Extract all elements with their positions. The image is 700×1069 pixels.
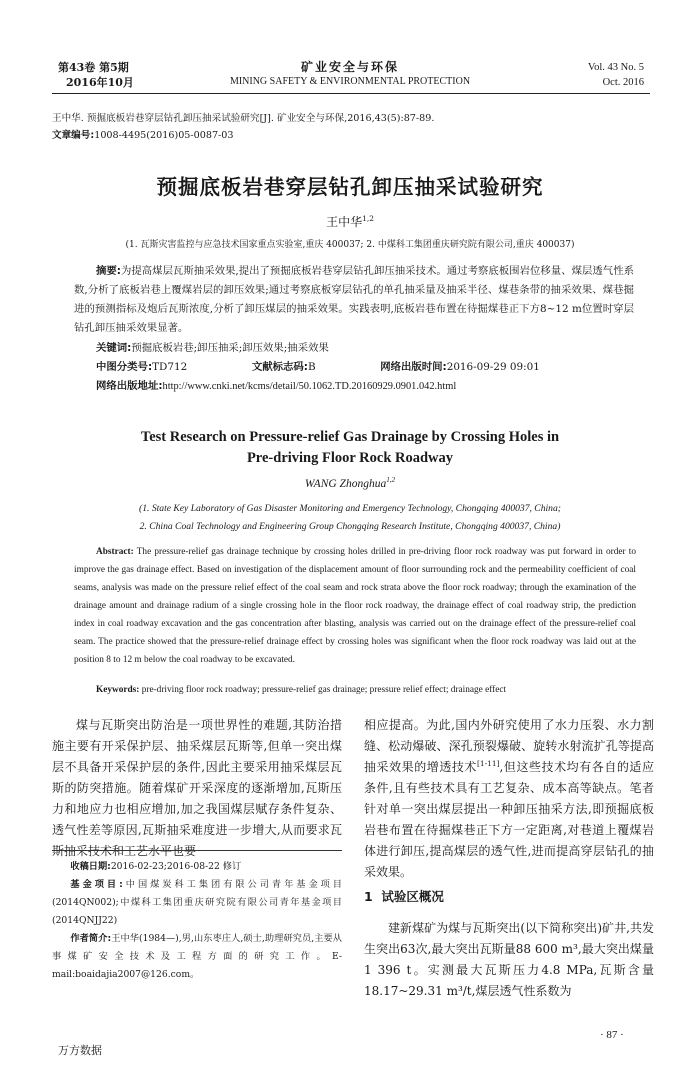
citation-ref: 王中华. 预掘底板岩巷穿层钻孔卸压抽采试验研究[J]. 矿业安全与环保,2016,43(5):87-89. xyxy=(52,113,435,124)
paper-title-en: Test Research on Pressure-relief Gas Drainage by Crossing Holes in Pre-driving Floor Rock Roadway xyxy=(140,429,560,466)
author-en: WANG Zhonghua$^{1,2}$ xyxy=(304,476,396,490)
footnote-author: 作者简介:王中华(1984—),男,山东枣庄人,硕士,助理研究员,主要从事煤矿安全技术及工程方面的研究工作。E-mail:boaidajia2007@126.com。 xyxy=(52,933,342,980)
page-number: · 87 · xyxy=(600,1029,624,1041)
header-volume: 第43卷 第5期 xyxy=(58,61,129,74)
header-vol-en: Vol. 43 No. 5 xyxy=(587,62,644,73)
abstract-cn-label: 摘要: xyxy=(96,265,121,277)
header-issue-block xyxy=(588,60,644,90)
watermark-text: 万方数据 xyxy=(58,1044,102,1057)
abstract-en xyxy=(74,543,636,669)
footnote-rule xyxy=(52,850,342,851)
footnote-fund: 基金项目:中国煤炭科工集团有限公司青年基金项目(2014QN002);中煤科工集团重庆研究院有限公司青年基金项目(2014QNJJ22) xyxy=(52,879,342,926)
footnote-block xyxy=(52,858,342,984)
keywords-en: Keywords: pre-driving floor rock roadway; pressure-relief gas drainage; pressure relief effect; drainage effect xyxy=(96,685,507,695)
header-date: 2016年10月 xyxy=(66,76,134,89)
header-date-en: Oct. 2016 xyxy=(602,77,644,88)
footnote-received: 收稿日期:2016-02-23;2016-08-22 修订 xyxy=(70,861,242,872)
paper-title-cn: 预掘底板岩巷穿层钻孔卸压抽采试验研究 xyxy=(156,175,544,199)
keywords-cn: 关键词:预掘底板岩巷;卸压抽采;卸压效果;抽采效果 xyxy=(96,342,329,354)
header-rule xyxy=(52,93,650,94)
section-paragraph: 建新煤矿为煤与瓦斯突出(以下简称突出)矿井,共发生突出63次,最大突出瓦斯量88 600 m³,最大突出煤量1 396 t。实测最大瓦斯压力4.8 MPa,瓦斯含量18.17~29.31 m³/t,煤层透气性系数为 xyxy=(364,921,654,998)
body-right-paragraph: 相应提高。为此,国内外研究使用了水力压裂、水力割缝、松动爆破、深孔预裂爆破、旋转水射流扩孔等提高抽采效果的增透技术[1-11],但这些技术均有各自的适应条件,且有些技术具有工艺复杂、成本高等缺点。笔者针对单一突出煤层提出一种卸压抽采方法,即预掘底板岩巷布置在待掘煤巷正下方一定距离,对巷道上覆煤岩体进行卸压,提高煤层的透气性,进而提高穿层钻孔的抽采效果。 xyxy=(364,718,654,879)
citation-block xyxy=(52,110,652,144)
body-left-paragraph: 煤与瓦斯突出防治是一项世界性的难题,其防治措施主要有开采保护层、抽采煤层瓦斯等,但单一突出煤层不具备开采保护层的条件,因此主要采用抽采煤层瓦斯的防突措施。随着煤矿开采深度的逐渐增加,瓦斯压力和地应力也相应增加,加之我国煤层赋存条件复杂、透气性差等原因,瓦斯抽采难度进一步增大,从而要求瓦斯抽采技术和工艺水平也要 xyxy=(52,718,342,858)
header-journal-en: MINING SAFETY & ENVIRONMENTAL PROTECTION xyxy=(229,76,471,87)
affiliation-en: (1. State Key Laboratory of Gas Disaster Monitoring and Emergency Technology, Chongqing 400037, China; 2. China Coal Technology and Engineering Group Chongqing Research Institute, Chongqing 400037, China) xyxy=(139,503,561,532)
affiliation-cn: (1. 瓦斯灾害监控与应急技术国家重点实验室,重庆 400037; 2. 中煤科工集团重庆研究院有限公司,重庆 400037) xyxy=(125,240,575,250)
classification-line: 中图分类号:TD712 文献标志码:B 网络出版时间:2016-09-29 09:01 xyxy=(96,361,540,373)
abstract-cn-text: 为提高煤层瓦斯抽采效果,提出了预掘底板岩巷穿层钻孔卸压抽采技术。通过考察底板围岩位移量、煤层透气性系数,分析了底板岩巷上覆煤岩层的卸压效果;通过考察底板穿层钻孔的单孔抽采量及抽采半径、煤巷条带的抽采效果、煤巷掘进的预测指标及炮后瓦斯浓度,分析了卸压煤层的抽采效果。实践表明,底板岩巷布置在待掘煤巷正下方8~12 m位置时穿层钻孔卸压抽采效果显著。 xyxy=(74,265,634,334)
reference-citation[interactable]: [1-11] xyxy=(477,759,500,768)
online-url[interactable]: http://www.cnki.net/kcms/detail/50.1062.TD.20160929.0901.042.html xyxy=(162,381,457,392)
abstract-en-label: Abstract: xyxy=(96,547,134,557)
abstract-cn xyxy=(74,262,634,338)
abstract-en-text: The pressure-relief gas drainage technique by crossing holes drilled in pre-driving floor rock roadway was put forward in order to improve the gas drainage effect. Based on investigation of the displacement amount of floor surrounding rock and the permeability coefficient of coal seams, analysis was made on the pressure relief effect of the coal seam and rock strata above the floor rock roadway; through the examination of the drainage amount and drainage radium of a single crossing hole in the floor rock roadway, the drainage effect of coal roadway strip, the prediction index in coal roadway excavation and the gas concentration after blasting, analysis was carried out on the drainage effect of the pressure-relief coal seam. The practice showed that the pressure-relief drainage effect by crossing holes was significant when the floor rock roadway was laid out at the position 8 to 12 m below the coal roadway to be excavated. xyxy=(74,547,636,665)
article-number: 文章编号:1008-4495(2016)05-0087-03 xyxy=(52,130,234,141)
online-url-line: 网络出版地址:http://www.cnki.net/kcms/detail/50.1062.TD.20160929.0901.042.html xyxy=(96,380,457,392)
section-heading: 1 试验区概况 xyxy=(364,889,444,904)
header-journal-cn: 矿业安全与环保 xyxy=(300,60,399,74)
author-cn: 王中华$^{1,2}$ xyxy=(326,214,374,229)
